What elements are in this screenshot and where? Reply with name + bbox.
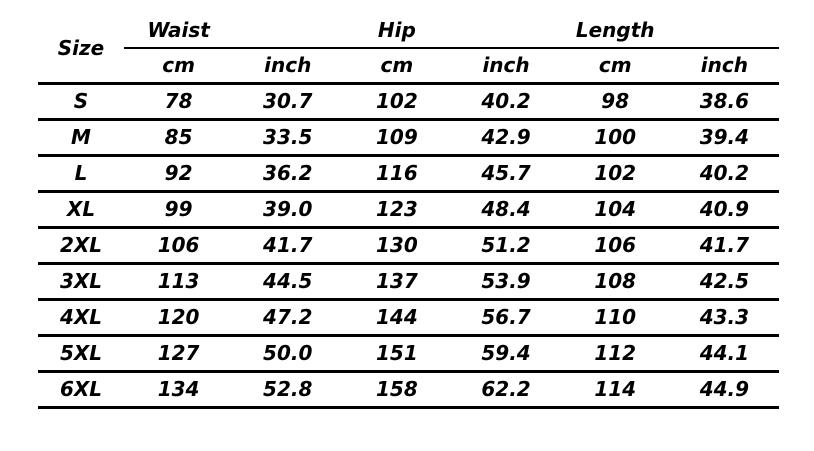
- value-cell: 113: [124, 264, 233, 300]
- value-cell: 123: [342, 192, 451, 228]
- size-cell: L: [38, 156, 124, 192]
- size-cell: 3XL: [38, 264, 124, 300]
- value-cell: 52.8: [233, 372, 342, 408]
- size-cell: 2XL: [38, 228, 124, 264]
- size-cell: 5XL: [38, 336, 124, 372]
- value-cell: 41.7: [233, 228, 342, 264]
- value-cell: 56.7: [451, 300, 560, 336]
- value-cell: 36.2: [233, 156, 342, 192]
- value-cell: 59.4: [451, 336, 560, 372]
- value-cell: 40.2: [451, 84, 560, 120]
- value-cell: 44.5: [233, 264, 342, 300]
- value-cell: 42.5: [670, 264, 779, 300]
- value-cell: 33.5: [233, 120, 342, 156]
- value-cell: 51.2: [451, 228, 560, 264]
- table-row: [38, 120, 779, 156]
- waist-group-header: Waist: [124, 14, 233, 48]
- value-cell: 130: [342, 228, 451, 264]
- waist-group-spacer: [233, 14, 342, 48]
- waist-cm-header: cm: [124, 48, 233, 84]
- size-column-header: Size: [38, 14, 124, 84]
- group-header-row: [38, 14, 779, 48]
- value-cell: 45.7: [451, 156, 560, 192]
- table-row: [38, 264, 779, 300]
- value-cell: 43.3: [670, 300, 779, 336]
- value-cell: 53.9: [451, 264, 560, 300]
- value-cell: 98: [561, 84, 670, 120]
- value-cell: 42.9: [451, 120, 560, 156]
- value-cell: 110: [561, 300, 670, 336]
- hip-inch-header: inch: [451, 48, 560, 84]
- value-cell: 39.0: [233, 192, 342, 228]
- value-cell: 116: [342, 156, 451, 192]
- length-group-spacer: [670, 14, 779, 48]
- table-row: [38, 84, 779, 120]
- value-cell: 114: [561, 372, 670, 408]
- value-cell: 30.7: [233, 84, 342, 120]
- table-row: [38, 156, 779, 192]
- table-row: [38, 372, 779, 408]
- value-cell: 100: [561, 120, 670, 156]
- value-cell: 44.9: [670, 372, 779, 408]
- length-inch-header: inch: [670, 48, 779, 84]
- value-cell: 47.2: [233, 300, 342, 336]
- hip-group-header: Hip: [342, 14, 451, 48]
- size-cell: S: [38, 84, 124, 120]
- size-cell: 4XL: [38, 300, 124, 336]
- table-row: [38, 228, 779, 264]
- size-cell: XL: [38, 192, 124, 228]
- length-cm-header: cm: [561, 48, 670, 84]
- value-cell: 39.4: [670, 120, 779, 156]
- table-row: [38, 336, 779, 372]
- value-cell: 40.9: [670, 192, 779, 228]
- size-chart-header: [38, 14, 779, 84]
- length-group-header: Length: [561, 14, 670, 48]
- unit-header-row: [38, 48, 779, 84]
- waist-inch-header: inch: [233, 48, 342, 84]
- value-cell: 106: [124, 228, 233, 264]
- value-cell: 40.2: [670, 156, 779, 192]
- size-cell: 6XL: [38, 372, 124, 408]
- value-cell: 102: [342, 84, 451, 120]
- value-cell: 102: [561, 156, 670, 192]
- hip-cm-header: cm: [342, 48, 451, 84]
- value-cell: 41.7: [670, 228, 779, 264]
- value-cell: 48.4: [451, 192, 560, 228]
- size-table-body: [38, 84, 779, 408]
- value-cell: 151: [342, 336, 451, 372]
- value-cell: 104: [561, 192, 670, 228]
- value-cell: 78: [124, 84, 233, 120]
- value-cell: 62.2: [451, 372, 560, 408]
- value-cell: 92: [124, 156, 233, 192]
- value-cell: 134: [124, 372, 233, 408]
- value-cell: 50.0: [233, 336, 342, 372]
- table-row: [38, 192, 779, 228]
- value-cell: 144: [342, 300, 451, 336]
- value-cell: 137: [342, 264, 451, 300]
- size-chart-table: [38, 14, 779, 409]
- size-cell: M: [38, 120, 124, 156]
- value-cell: 85: [124, 120, 233, 156]
- table-row: [38, 300, 779, 336]
- hip-group-spacer: [451, 14, 560, 48]
- value-cell: 109: [342, 120, 451, 156]
- value-cell: 106: [561, 228, 670, 264]
- value-cell: 127: [124, 336, 233, 372]
- value-cell: 120: [124, 300, 233, 336]
- value-cell: 99: [124, 192, 233, 228]
- value-cell: 108: [561, 264, 670, 300]
- value-cell: 38.6: [670, 84, 779, 120]
- value-cell: 158: [342, 372, 451, 408]
- value-cell: 44.1: [670, 336, 779, 372]
- value-cell: 112: [561, 336, 670, 372]
